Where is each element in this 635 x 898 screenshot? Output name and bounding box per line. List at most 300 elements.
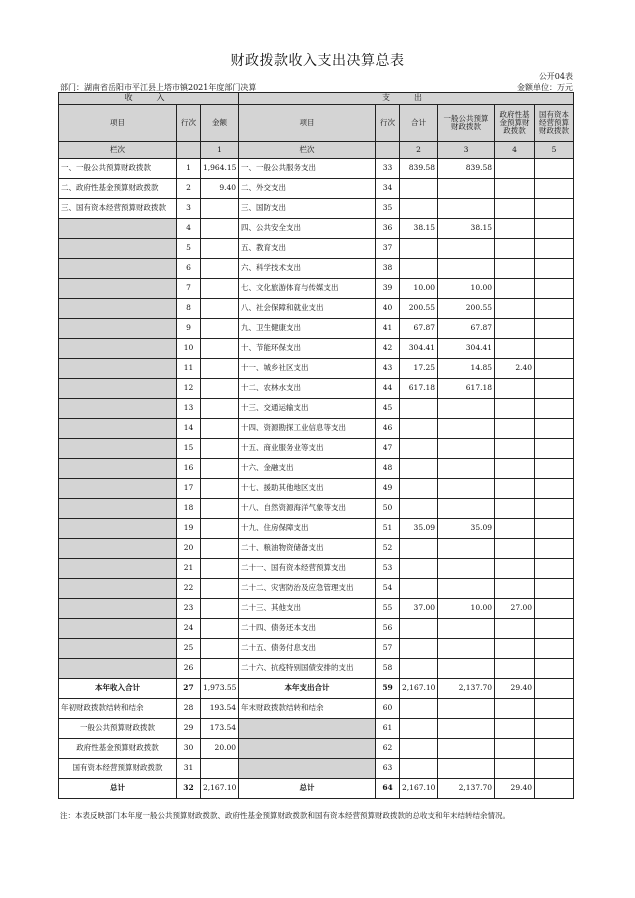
general-budget-cell: 839.58: [438, 159, 495, 179]
state-capital-cell: [535, 619, 574, 639]
expense-item-cell: [239, 719, 376, 739]
general-budget-cell: [438, 659, 495, 679]
fund-budget-cell: [495, 699, 535, 719]
income-item-cell: [59, 259, 177, 279]
table-row: [59, 299, 574, 319]
income-amount-cell: [201, 439, 239, 459]
state-capital-cell: [535, 399, 574, 419]
expense-seq-cell: 64: [376, 779, 400, 799]
income-seq-cell: 32: [177, 779, 201, 799]
column-index-row: [59, 142, 574, 159]
state-capital-cell: [535, 759, 574, 779]
general-budget-cell: [438, 399, 495, 419]
table-row: [59, 359, 574, 379]
income-amount-cell: [201, 459, 239, 479]
income-amount-cell: [201, 319, 239, 339]
income-amount-cell: [201, 399, 239, 419]
general-budget-cell: 38.15: [438, 219, 495, 239]
index-cell: 栏次: [59, 142, 177, 159]
expense-seq-cell: 38: [376, 259, 400, 279]
income-item-cell: [59, 299, 177, 319]
fund-budget-cell: [495, 239, 535, 259]
table-row: [59, 239, 574, 259]
income-amount-cell: [201, 499, 239, 519]
expense-seq-cell: 58: [376, 659, 400, 679]
total-cell: [400, 479, 438, 499]
table-row: [59, 559, 574, 579]
general-budget-cell: [438, 759, 495, 779]
income-seq-cell: 16: [177, 459, 201, 479]
table-row: [59, 639, 574, 659]
expense-seq-cell: 43: [376, 359, 400, 379]
income-item-cell: [59, 419, 177, 439]
index-cell-empty: [177, 142, 201, 159]
fund-budget-cell: [495, 179, 535, 199]
table-row: [59, 319, 574, 339]
table-row: [59, 499, 574, 519]
income-seq-cell: 19: [177, 519, 201, 539]
income-amount-cell: [201, 199, 239, 219]
expense-seq-cell: 36: [376, 219, 400, 239]
total-cell: 38.15: [400, 219, 438, 239]
total-cell: [400, 579, 438, 599]
state-capital-cell: [535, 599, 574, 619]
table-row: [59, 419, 574, 439]
income-amount-cell: 193.54: [201, 699, 239, 719]
income-seq-cell: 4: [177, 219, 201, 239]
index-cell: 4: [495, 142, 535, 159]
index-cell: 2: [400, 142, 438, 159]
expense-seq-cell: 48: [376, 459, 400, 479]
total-cell: [400, 559, 438, 579]
expense-seq-cell: 39: [376, 279, 400, 299]
total-cell: [400, 499, 438, 519]
income-item-cell: [59, 539, 177, 559]
state-capital-cell: [535, 719, 574, 739]
total-cell: 304.41: [400, 339, 438, 359]
total-cell: [400, 659, 438, 679]
income-item-cell: [59, 579, 177, 599]
total-cell: 617.18: [400, 379, 438, 399]
fund-budget-cell: [495, 559, 535, 579]
page-title: 财政拨款收入支出决算总表: [230, 53, 405, 69]
state-capital-cell: [535, 339, 574, 359]
expense-item-cell: 十七、援助其他地区支出: [239, 479, 376, 499]
income-item-cell: [59, 599, 177, 619]
expense-seq-cell: 35: [376, 199, 400, 219]
income-item-cell: 政府性基金预算财政拨款: [59, 739, 177, 759]
index-cell: 栏次: [239, 142, 376, 159]
income-item-cell: 三、国有资本经营预算财政拨款: [59, 199, 177, 219]
table-row: [59, 459, 574, 479]
fund-budget-cell: [495, 619, 535, 639]
general-budget-cell: 14.85: [438, 359, 495, 379]
general-budget-cell: [438, 459, 495, 479]
general-budget-cell: 200.55: [438, 299, 495, 319]
total-cell: [400, 739, 438, 759]
income-amount-cell: 1,973.55: [201, 679, 239, 699]
income-seq-cell: 8: [177, 299, 201, 319]
state-capital-cell: [535, 199, 574, 219]
total-cell: [400, 439, 438, 459]
income-seq-cell: 31: [177, 759, 201, 779]
state-capital-cell: [535, 219, 574, 239]
fund-budget-cell: [495, 519, 535, 539]
expense-item-cell: 二十三、其他支出: [239, 599, 376, 619]
expense-seq-cell: 44: [376, 379, 400, 399]
general-budget-cell: 2,137.70: [438, 679, 495, 699]
state-capital-cell: [535, 419, 574, 439]
income-seq-cell: 9: [177, 319, 201, 339]
total-cell: [400, 459, 438, 479]
income-item-cell: 一、一般公共预算财政拨款: [59, 159, 177, 179]
state-capital-cell: [535, 739, 574, 759]
expense-item-cell: 十一、城乡社区支出: [239, 359, 376, 379]
income-amount-cell: [201, 519, 239, 539]
state-capital-cell: [535, 459, 574, 479]
table-row: [59, 599, 574, 619]
table-row: [59, 779, 574, 799]
state-capital-cell: [535, 359, 574, 379]
expense-seq-cell: 40: [376, 299, 400, 319]
table-row: [59, 679, 574, 699]
table-row: [59, 479, 574, 499]
fund-budget-cell: 29.40: [495, 779, 535, 799]
income-seq-cell: 26: [177, 659, 201, 679]
table-row: [59, 619, 574, 639]
fund-budget-cell: [495, 719, 535, 739]
expense-item-cell: [239, 739, 376, 759]
fund-budget-cell: [495, 739, 535, 759]
footnote: 注：本表反映部门本年度一般公共预算财政拨款、政府性基金预算财政拨款和国有资本经营预算财政拨款的总收支和年末结转结余情况。: [60, 811, 510, 820]
expense-seq-cell: 49: [376, 479, 400, 499]
fund-budget-cell: [495, 399, 535, 419]
fund-budget-cell: [495, 579, 535, 599]
state-capital-cell: [535, 519, 574, 539]
expense-item-cell: 二十五、债务付息支出: [239, 639, 376, 659]
total-cell: [400, 759, 438, 779]
income-seq-header: 行次: [177, 105, 201, 142]
income-amount-cell: [201, 599, 239, 619]
income-amount-cell: 1,964.15: [201, 159, 239, 179]
general-budget-header: 一般公共预算财政拨款: [438, 105, 495, 142]
income-amount-cell: [201, 339, 239, 359]
expense-seq-cell: 45: [376, 399, 400, 419]
general-budget-cell: [438, 479, 495, 499]
state-capital-cell: [535, 279, 574, 299]
total-cell: 17.25: [400, 359, 438, 379]
expense-seq-cell: 41: [376, 319, 400, 339]
income-seq-cell: 24: [177, 619, 201, 639]
total-cell: [400, 419, 438, 439]
income-item-cell: [59, 439, 177, 459]
state-capital-cell: [535, 159, 574, 179]
expense-item-cell: 年末财政拨款结转和结余: [239, 699, 376, 719]
table-row: [59, 259, 574, 279]
total-cell: 37.00: [400, 599, 438, 619]
income-item-cell: [59, 459, 177, 479]
total-cell: 67.87: [400, 319, 438, 339]
expense-seq-cell: 53: [376, 559, 400, 579]
general-budget-cell: 67.87: [438, 319, 495, 339]
department-label: 部门：湖南省岳阳市平江县上塔市镇2021年度部门决算: [60, 83, 257, 92]
general-budget-cell: [438, 199, 495, 219]
index-cell: 5: [535, 142, 574, 159]
fund-budget-cell: [495, 479, 535, 499]
table-row: [59, 279, 574, 299]
total-cell: 2,167.10: [400, 679, 438, 699]
fund-budget-cell: [495, 219, 535, 239]
income-seq-cell: 23: [177, 599, 201, 619]
total-cell: [400, 639, 438, 659]
state-capital-cell: [535, 779, 574, 799]
expense-seq-header: 行次: [376, 105, 400, 142]
table-row: [59, 399, 574, 419]
expense-item-cell: 九、卫生健康支出: [239, 319, 376, 339]
expense-item-cell: 十五、商业服务业等支出: [239, 439, 376, 459]
table-row: [59, 179, 574, 199]
expense-seq-cell: 61: [376, 719, 400, 739]
general-budget-cell: [438, 559, 495, 579]
general-budget-cell: 304.41: [438, 339, 495, 359]
income-amount-cell: [201, 579, 239, 599]
income-header: 收 入: [59, 93, 239, 105]
state-capital-cell: [535, 679, 574, 699]
table-row: [59, 539, 574, 559]
expense-seq-cell: 47: [376, 439, 400, 459]
general-budget-cell: [438, 579, 495, 599]
income-amount-cell: [201, 419, 239, 439]
total-cell: [400, 399, 438, 419]
expense-seq-cell: 62: [376, 739, 400, 759]
income-amount-cell: [201, 299, 239, 319]
income-item-cell: 本年收入合计: [59, 679, 177, 699]
fund-budget-cell: [495, 199, 535, 219]
general-budget-cell: 35.09: [438, 519, 495, 539]
expense-seq-cell: 56: [376, 619, 400, 639]
expense-seq-cell: 37: [376, 239, 400, 259]
income-seq-cell: 29: [177, 719, 201, 739]
table-row: [59, 199, 574, 219]
income-amount-cell: [201, 279, 239, 299]
expense-item-cell: 二十、粮油物资储备支出: [239, 539, 376, 559]
index-cell: 3: [438, 142, 495, 159]
table-row: [59, 579, 574, 599]
income-amount-cell: 173.54: [201, 719, 239, 739]
total-header: 合计: [400, 105, 438, 142]
income-item-cell: [59, 619, 177, 639]
state-capital-cell: [535, 479, 574, 499]
general-budget-cell: [438, 539, 495, 559]
income-item-cell: 年初财政拨款结转和结余: [59, 699, 177, 719]
expense-seq-cell: 33: [376, 159, 400, 179]
income-item-cell: [59, 499, 177, 519]
total-cell: 839.58: [400, 159, 438, 179]
general-budget-cell: [438, 179, 495, 199]
expense-item-cell: 七、文化旅游体育与传媒支出: [239, 279, 376, 299]
fund-budget-cell: [495, 639, 535, 659]
expense-item-cell: 二、外交支出: [239, 179, 376, 199]
income-amount-cell: [201, 379, 239, 399]
expense-seq-cell: 57: [376, 639, 400, 659]
income-seq-cell: 21: [177, 559, 201, 579]
income-seq-cell: 3: [177, 199, 201, 219]
income-item-cell: [59, 479, 177, 499]
fund-budget-cell: [495, 659, 535, 679]
expense-item-cell: 本年支出合计: [239, 679, 376, 699]
fund-budget-cell: [495, 439, 535, 459]
income-seq-cell: 20: [177, 539, 201, 559]
fund-budget-cell: [495, 539, 535, 559]
general-budget-cell: [438, 719, 495, 739]
income-item-cell: [59, 339, 177, 359]
fund-budget-cell: [495, 319, 535, 339]
income-item-cell: [59, 359, 177, 379]
income-item-cell: [59, 559, 177, 579]
income-seq-cell: 10: [177, 339, 201, 359]
income-amount-cell: [201, 219, 239, 239]
fund-budget-cell: 27.00: [495, 599, 535, 619]
state-capital-cell: [535, 499, 574, 519]
general-budget-cell: [438, 619, 495, 639]
income-seq-cell: 18: [177, 499, 201, 519]
table-row: [59, 699, 574, 719]
income-seq-cell: 25: [177, 639, 201, 659]
expense-seq-cell: 42: [376, 339, 400, 359]
expense-item-cell: 十四、资源勘探工业信息等支出: [239, 419, 376, 439]
income-item-cell: [59, 219, 177, 239]
income-item-cell: [59, 519, 177, 539]
state-capital-cell: [535, 179, 574, 199]
table-row: [59, 519, 574, 539]
fund-budget-cell: [495, 419, 535, 439]
expense-item-cell: 十九、住房保障支出: [239, 519, 376, 539]
expense-seq-cell: 34: [376, 179, 400, 199]
income-seq-cell: 7: [177, 279, 201, 299]
expense-item-cell: [239, 759, 376, 779]
income-amount-header: 金额: [201, 105, 239, 142]
income-amount-cell: [201, 759, 239, 779]
state-capital-cell: [535, 539, 574, 559]
expense-item-cell: 十六、金融支出: [239, 459, 376, 479]
state-capital-cell: [535, 379, 574, 399]
fund-budget-cell: 2.40: [495, 359, 535, 379]
income-amount-cell: [201, 639, 239, 659]
general-budget-cell: [438, 419, 495, 439]
income-item-cell: [59, 639, 177, 659]
table-row: [59, 719, 574, 739]
income-seq-cell: 17: [177, 479, 201, 499]
total-cell: [400, 619, 438, 639]
income-seq-cell: 14: [177, 419, 201, 439]
income-item-cell: [59, 279, 177, 299]
fund-budget-cell: [495, 339, 535, 359]
general-budget-cell: [438, 739, 495, 759]
income-item-cell: 国有资本经营预算财政拨款: [59, 759, 177, 779]
table-row: [59, 339, 574, 359]
income-amount-cell: [201, 559, 239, 579]
expense-item-header: 项目: [239, 105, 376, 142]
expense-item-cell: 总计: [239, 779, 376, 799]
form-number: 公开04表: [538, 72, 573, 81]
state-capital-cell: [535, 319, 574, 339]
general-budget-cell: [438, 639, 495, 659]
fund-budget-header: 政府性基金预算财政拨款: [495, 105, 535, 142]
income-amount-cell: [201, 479, 239, 499]
fund-budget-cell: [495, 459, 535, 479]
income-seq-cell: 1: [177, 159, 201, 179]
fund-budget-cell: [495, 159, 535, 179]
expense-seq-cell: 54: [376, 579, 400, 599]
header-group-row: [59, 93, 574, 105]
income-seq-cell: 2: [177, 179, 201, 199]
state-capital-cell: [535, 659, 574, 679]
table-row: [59, 659, 574, 679]
fund-budget-cell: [495, 499, 535, 519]
table-row: [59, 379, 574, 399]
income-seq-cell: 13: [177, 399, 201, 419]
general-budget-cell: [438, 699, 495, 719]
income-seq-cell: 30: [177, 739, 201, 759]
general-budget-cell: [438, 499, 495, 519]
income-amount-cell: [201, 539, 239, 559]
income-amount-cell: [201, 239, 239, 259]
state-capital-header: 国有资本经营预算财政拨款: [535, 105, 574, 142]
table-row: [59, 219, 574, 239]
fund-budget-cell: [495, 759, 535, 779]
table-row: [59, 159, 574, 179]
general-budget-cell: [438, 239, 495, 259]
expense-seq-cell: 50: [376, 499, 400, 519]
state-capital-cell: [535, 239, 574, 259]
income-amount-cell: [201, 259, 239, 279]
expense-item-cell: 十八、自然资源海洋气象等支出: [239, 499, 376, 519]
total-cell: 35.09: [400, 519, 438, 539]
income-seq-cell: 22: [177, 579, 201, 599]
income-amount-cell: 9.40: [201, 179, 239, 199]
total-cell: [400, 239, 438, 259]
general-budget-cell: 10.00: [438, 279, 495, 299]
total-cell: 2,167.10: [400, 779, 438, 799]
expense-seq-cell: 59: [376, 679, 400, 699]
income-item-cell: [59, 239, 177, 259]
expense-item-cell: 十三、交通运输支出: [239, 399, 376, 419]
expense-item-cell: 六、科学技术支出: [239, 259, 376, 279]
income-item-cell: [59, 659, 177, 679]
index-cell: 1: [201, 142, 239, 159]
income-seq-cell: 27: [177, 679, 201, 699]
budget-summary-table: [58, 92, 574, 799]
income-item-cell: 总计: [59, 779, 177, 799]
fund-budget-cell: 29.40: [495, 679, 535, 699]
index-cell-empty: [376, 142, 400, 159]
income-item-header: 项目: [59, 105, 177, 142]
income-amount-cell: [201, 619, 239, 639]
income-item-cell: [59, 399, 177, 419]
expense-seq-cell: 55: [376, 599, 400, 619]
income-item-cell: [59, 379, 177, 399]
expense-item-cell: 五、教育支出: [239, 239, 376, 259]
income-seq-cell: 12: [177, 379, 201, 399]
fund-budget-cell: [495, 299, 535, 319]
total-cell: 200.55: [400, 299, 438, 319]
state-capital-cell: [535, 439, 574, 459]
state-capital-cell: [535, 639, 574, 659]
state-capital-cell: [535, 559, 574, 579]
expense-item-cell: 二十一、国有资本经营预算支出: [239, 559, 376, 579]
total-cell: [400, 699, 438, 719]
income-amount-cell: 2,167.10: [201, 779, 239, 799]
